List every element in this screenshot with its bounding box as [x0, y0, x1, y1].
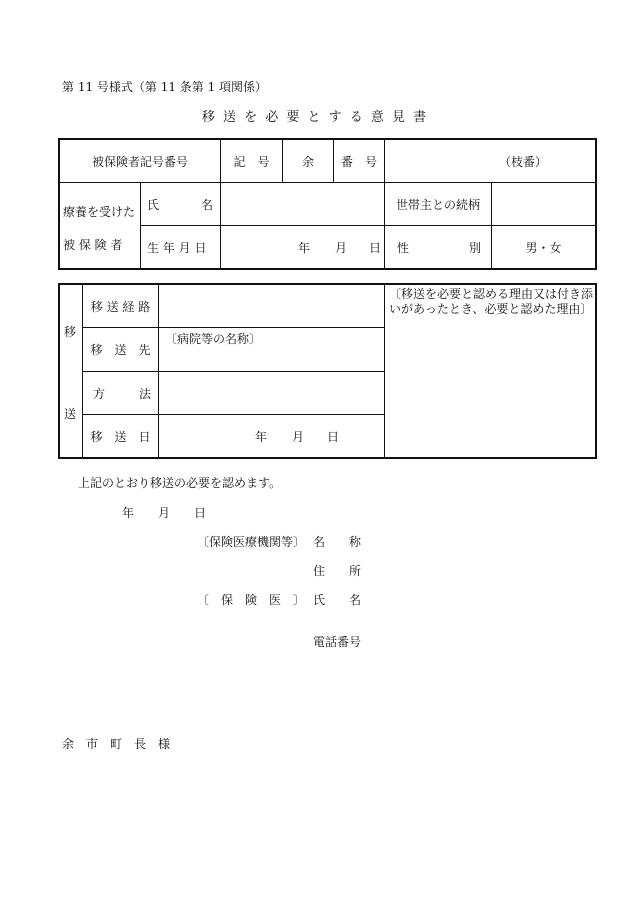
reason-hint-line1: 〔移送を必要と認める理由又は付き添	[389, 287, 594, 301]
sex-label-part2: 別	[468, 240, 481, 255]
destination-field[interactable]	[159, 328, 384, 371]
signature-month-label: 月	[158, 506, 171, 520]
hospital-name-hint: 〔病院等の名称〕	[165, 332, 262, 346]
method-label-part2: 法	[138, 386, 151, 401]
document-title: 移 送 を 必 要 と す る 意 見 書	[201, 110, 429, 125]
route-label: 移 送 経 路	[90, 299, 151, 314]
transfer-year-label: 年	[255, 429, 268, 444]
number-label: 番 号	[340, 154, 377, 169]
reason-field[interactable]	[389, 287, 593, 317]
symbol-value: 余	[301, 154, 314, 169]
birth-date-field[interactable]	[221, 226, 384, 268]
sex-label	[397, 226, 481, 268]
transfer-side-label-top: 移	[64, 325, 77, 339]
transfer-month-label: 月	[292, 429, 305, 444]
reason-hint-line2: いがあったとき、必要と認めた理由〕	[389, 302, 593, 316]
birth-month-label: 月	[335, 240, 348, 255]
institution-name-label: 名 称	[313, 535, 362, 549]
method-label-part1: 方	[93, 386, 106, 401]
branch-number-label	[385, 140, 595, 182]
addressee: 余 市 町 長 様	[62, 737, 171, 751]
transfer-side-label-bottom: 送	[64, 407, 77, 421]
transfer-date-label: 移 送 日	[90, 429, 151, 444]
doctor-name-label: 氏 名	[313, 593, 362, 607]
relation-field[interactable]	[492, 183, 595, 225]
doctor-label: 〔 保 険 医 〕	[197, 593, 306, 607]
signature-day-label: 日	[194, 506, 207, 520]
sex-label-part1: 性	[397, 240, 410, 255]
name-label-part2: 名	[200, 197, 213, 212]
birth-year-label: 年	[298, 240, 311, 255]
recipient-label-line2: 被 保 険 者	[63, 238, 123, 252]
institution-address-label: 住 所	[313, 564, 362, 578]
birth-date-label: 生 年 月 日	[147, 240, 207, 255]
insured-number-label: 被保険者記号番号	[91, 154, 188, 169]
institution-label: 〔保険医療機関等〕	[197, 535, 306, 549]
route-field[interactable]	[159, 285, 384, 327]
branch-number-text: （枝番）	[498, 154, 547, 169]
symbol-label: 記 号	[233, 154, 270, 169]
name-label-part1: 氏	[147, 197, 160, 212]
name-label	[147, 183, 213, 225]
method-label	[93, 372, 151, 414]
signature-year-label: 年	[122, 506, 135, 520]
method-field[interactable]	[159, 372, 384, 414]
relation-label: 世帯主との続柄	[395, 197, 480, 212]
destination-label: 移 送 先	[90, 343, 151, 357]
form-number: 第 11 号様式（第 11 条第 1 項関係）	[62, 80, 268, 94]
birth-day-label: 日	[369, 240, 382, 255]
sex-value[interactable]: 男・女	[525, 240, 562, 255]
phone-label: 電話番号	[313, 635, 362, 649]
transfer-date-field[interactable]	[159, 415, 384, 457]
recipient-label-line1: 療養を受けた	[63, 205, 136, 219]
certify-statement: 上記のとおり移送の必要を認めます。	[78, 476, 282, 490]
transfer-day-label: 日	[327, 429, 340, 444]
name-field[interactable]	[221, 183, 384, 225]
